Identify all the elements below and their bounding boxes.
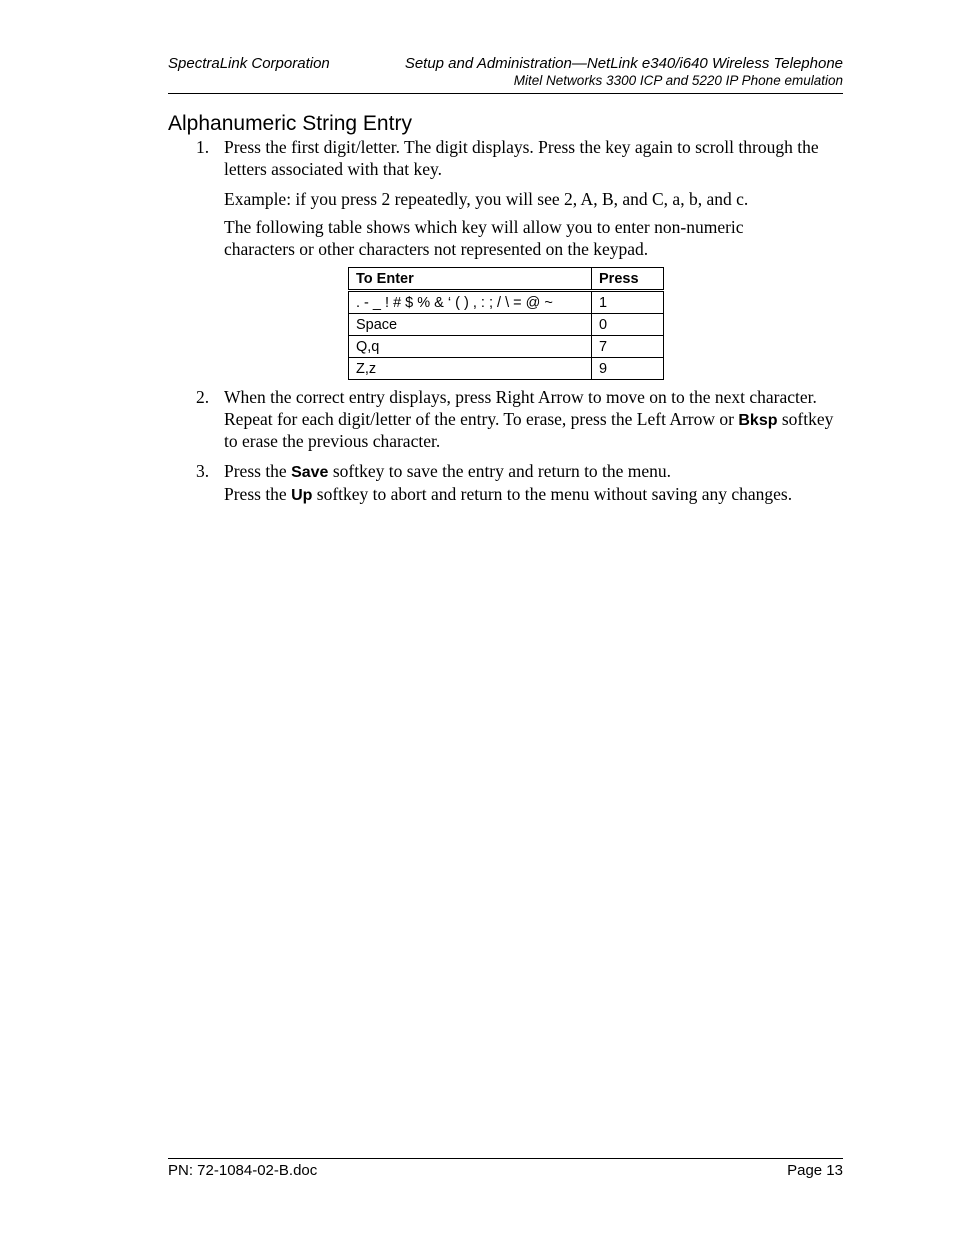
table-cell-to-enter: Q,q bbox=[349, 336, 592, 358]
step-2-text bbox=[224, 387, 836, 453]
table-header-press: Press bbox=[592, 268, 664, 291]
step-3-line-2-before: Press the bbox=[224, 483, 292, 504]
step-1-text: Press the first digit/letter. The digit displays. Press the key again to scroll through the letters associated with that key. bbox=[224, 137, 819, 179]
footer-page-number: Page 13 bbox=[787, 1162, 843, 1179]
section-title: Alphanumeric String Entry bbox=[168, 112, 412, 135]
table-cell-press: 7 bbox=[592, 336, 664, 358]
step-2-text-after: softkey to erase the previous character. bbox=[224, 408, 834, 451]
header-title: Setup and Administration—NetLink e340/i640 Wireless Telephone bbox=[404, 55, 843, 72]
table-row bbox=[349, 358, 664, 380]
up-key-label: Up bbox=[291, 486, 313, 504]
step-1-number: 1. bbox=[196, 137, 210, 157]
footer-part-number: PN: 72-1084-02-B.doc bbox=[168, 1162, 318, 1179]
table-cell-press: 1 bbox=[592, 291, 664, 314]
step-3-line-1-after: softkey to save the entry and return to the menu. bbox=[328, 461, 672, 481]
step-2-text-before: When the correct entry displays, press Right Arrow to move on to the next character. Repeat for each digit/letter of the entry. To erase, press the Left Arrow or bbox=[224, 387, 817, 429]
table-header-to-enter: To Enter bbox=[349, 268, 592, 291]
header-subtitle: Mitel Networks 3300 ICP and 5220 IP Phone emulation bbox=[513, 73, 843, 88]
save-key-label: Save bbox=[291, 464, 329, 481]
step-2-number: 2. bbox=[196, 387, 210, 407]
table-cell-to-enter: Space bbox=[349, 314, 592, 336]
step-3-line-1 bbox=[224, 461, 854, 484]
step-3-text bbox=[224, 461, 854, 506]
page-header bbox=[168, 55, 843, 94]
step-1-example: Example: if you press 2 repeatedly, you will see 2, A, B, and C, a, b, and c. bbox=[224, 189, 749, 209]
table-header-row bbox=[349, 268, 664, 291]
table-cell-to-enter: . - _ ! # $ % & ‘ ( ) , : ; / \ = @ ~ bbox=[349, 291, 592, 314]
table-row bbox=[349, 291, 664, 314]
step-3-line-2 bbox=[224, 484, 854, 507]
table-row bbox=[349, 336, 664, 358]
table-cell-press: 9 bbox=[592, 358, 664, 380]
bksp-key-label: Bksp bbox=[738, 411, 778, 429]
step-3-number: 3. bbox=[196, 461, 210, 481]
table-cell-press: 0 bbox=[592, 314, 664, 336]
table-row bbox=[349, 314, 664, 336]
step-1-table-intro: The following table shows which key will allow you to enter non-numeric characters or other characters not represented on the keypad. bbox=[224, 217, 744, 259]
step-3-line-2-after: softkey to abort and return to the menu without saving any changes. bbox=[312, 483, 793, 504]
key-mapping-table bbox=[348, 267, 664, 380]
table-cell-to-enter: Z,z bbox=[349, 358, 592, 380]
header-company: SpectraLink Corporation bbox=[168, 55, 330, 72]
page-footer bbox=[168, 1158, 843, 1184]
step-3-line-1-before: Press the bbox=[224, 461, 292, 481]
